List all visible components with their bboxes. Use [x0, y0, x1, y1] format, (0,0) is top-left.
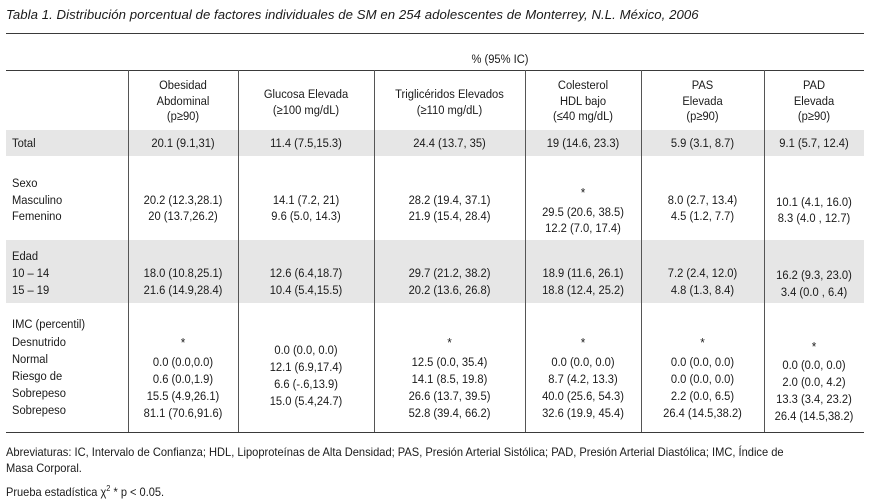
imc-cell: 12.1 (6.9,17.4) — [269, 360, 343, 374]
column-divider — [128, 70, 129, 432]
imc-cell: 0.0 (0.0, 0.0) — [551, 355, 615, 369]
sexo-cell: 8.0 (2.7, 13.4) — [667, 193, 738, 207]
row-label-masculino: Masculino — [12, 193, 63, 207]
row-label-riesgo: Riesgo de — [12, 369, 63, 383]
total-cell: 20.1 (9.1,31) — [151, 136, 215, 150]
row-label-sobrepeso: Sobrepeso — [12, 403, 66, 417]
imc-cell: 26.6 (13.7, 39.5) — [408, 389, 491, 403]
imc-cell: 15.5 (4.9,26.1) — [146, 389, 220, 403]
imc-cell: 2.0 (0.0, 4.2) — [782, 375, 846, 389]
row-label-desnutrido: Desnutrido — [12, 335, 66, 349]
edad-cell: 29.7 (21.2, 38.2) — [408, 266, 491, 280]
imc-cell: 26.4 (14.5,38.2) — [774, 409, 854, 423]
significance-asterisk: * — [180, 335, 186, 350]
sexo-cell: 14.1 (7.2, 21) — [272, 193, 340, 207]
total-cell: 19 (14.6, 23.3) — [546, 136, 620, 150]
edad-cell: 18.0 (10.8,25.1) — [143, 266, 223, 280]
row-label-normal: Normal — [12, 352, 48, 366]
column-header-glucosa: Glucosa Elevada (≥100 mg/dL) — [263, 87, 349, 117]
edad-cell: 16.2 (9.3, 23.0) — [776, 268, 852, 282]
imc-cell: 14.1 (8.5, 19.8) — [411, 372, 488, 386]
significance-asterisk: * — [580, 185, 586, 200]
column-divider — [374, 70, 375, 432]
imc-cell: 0.0 (0.0, 0.0) — [670, 355, 735, 369]
sexo-cell: 28.2 (19.4, 37.1) — [408, 193, 491, 207]
total-cell: 5.9 (3.1, 8.7) — [670, 136, 735, 150]
table-title: Tabla 1. Distribución porcentual de factores individuales de SM en 254 adolescentes de Monterrey, N.L. México, 2006 — [6, 7, 699, 22]
sexo-cell: 12.2 (7.0, 17.4) — [545, 221, 621, 235]
row-label-total: Total — [12, 136, 36, 150]
footnote-statistical-test: Prueba estadística $\chi^2 * p < 0.05$. — [6, 484, 165, 499]
row-label-10-14: 10 – 14 — [12, 266, 50, 280]
edad-cell: 3.4 (0.0 , 6.4) — [780, 285, 848, 299]
column-header-trigliceridos: Triglicéridos Elevados (≥110 mg/dL) — [395, 87, 504, 117]
sexo-cell: 20 (13.7,26.2) — [148, 209, 218, 223]
imc-cell: 0.6 (0.0,1.9) — [152, 372, 214, 386]
column-header-pad: PAD Elevada (p≥90) — [793, 78, 835, 123]
column-divider — [525, 70, 526, 432]
imc-cell: 32.6 (19.9, 45.4) — [542, 406, 624, 420]
imc-cell: 15.0 (5.4,24.7) — [269, 394, 343, 408]
imc-cell: 0.0 (0.0, 0.0) — [782, 358, 846, 372]
edad-cell: 7.2 (2.4, 12.0) — [667, 266, 738, 280]
footnote-abbreviations-cont: Masa Corporal. — [6, 461, 82, 475]
sexo-cell: 29.5 (20.6, 38.5) — [542, 205, 624, 219]
imc-cell: 13.3 (3.4, 23.2) — [776, 392, 852, 406]
column-header-obesidad: Obesidad Abdominal (p≥90) — [156, 78, 210, 123]
row-label-femenino: Femenino — [12, 209, 62, 223]
row-label-edad: Edad — [12, 249, 39, 263]
sexo-cell: 20.2 (12.3,28.1) — [143, 193, 223, 207]
imc-cell: 2.2 (0.0, 6.5) — [670, 389, 735, 403]
imc-cell: 26.4 (14.5,38.2) — [663, 406, 742, 420]
column-divider — [238, 70, 239, 432]
sexo-cell: 10.1 (4.1, 16.0) — [776, 195, 852, 209]
sexo-cell: 8.3 (4.0 , 12.7) — [777, 211, 851, 225]
imc-cell: 81.1 (70.6,91.6) — [143, 406, 223, 420]
significance-asterisk: * — [700, 335, 705, 350]
row-label-15-19: 15 – 19 — [12, 283, 50, 297]
imc-cell: 0.0 (0.0, 0.0) — [274, 343, 338, 357]
top-rule — [6, 33, 864, 34]
group-header: % (95% IC) — [471, 52, 529, 66]
significance-asterisk: * — [447, 335, 452, 350]
significance-asterisk: * — [580, 335, 586, 350]
column-divider — [641, 70, 642, 432]
imc-cell: 52.8 (39.4, 66.2) — [408, 406, 491, 420]
edad-cell: 20.2 (13.6, 26.8) — [408, 283, 491, 297]
total-cell: 24.4 (13.7, 35) — [413, 136, 486, 150]
row-label-riesgo-sobrepeso: Sobrepeso — [12, 386, 66, 400]
sexo-cell: 4.5 (1.2, 7.7) — [670, 209, 735, 223]
sexo-cell: 9.6 (5.0, 14.3) — [271, 209, 341, 223]
edad-cell: 12.6 (6.4,18.7) — [269, 266, 343, 280]
row-label-imc: IMC (percentil) — [12, 317, 86, 331]
column-header-colesterol: Colesterol HDL bajo (≤40 mg/dL) — [552, 78, 614, 123]
edad-cell: 18.8 (12.4, 25.2) — [542, 283, 624, 297]
total-cell: 11.4 (7.5,15.3) — [270, 136, 342, 150]
imc-cell: 6.6 (-.6,13.9) — [274, 377, 338, 391]
footnote-abbreviations: Abreviaturas: IC, Intervalo de Confianza; HDL, Lipoproteínas de Alta Densidad; PAS, Presión Arterial Sistólica; PAD, Presión Arterial Diastólica; IMC, Índice de — [6, 445, 784, 459]
edad-cell: 4.8 (1.3, 8.4) — [670, 283, 735, 297]
significance-asterisk: * — [811, 339, 817, 354]
total-cell: 9.1 (5.7, 12.4) — [779, 136, 849, 150]
sexo-cell: 21.9 (15.4, 28.4) — [408, 209, 491, 223]
imc-cell: 0.0 (0.0, 0.0) — [670, 372, 735, 386]
imc-cell: 0.0 (0.0,0.0) — [152, 355, 214, 369]
imc-cell: 12.5 (0.0, 35.4) — [411, 355, 488, 369]
edad-cell: 18.9 (11.6, 26.1) — [542, 266, 624, 280]
bottom-rule — [6, 432, 864, 433]
imc-cell: 8.7 (4.2, 13.3) — [548, 372, 618, 386]
edad-cell: 21.6 (14.9,28.4) — [143, 283, 223, 297]
row-label-sexo: Sexo — [12, 176, 38, 190]
header-rule — [6, 70, 864, 71]
column-header-pas: PAS Elevada (p≥90) — [682, 78, 723, 123]
edad-cell: 10.4 (5.4,15.5) — [269, 283, 343, 297]
column-divider — [764, 70, 765, 432]
imc-cell: 40.0 (25.6, 54.3) — [542, 389, 624, 403]
